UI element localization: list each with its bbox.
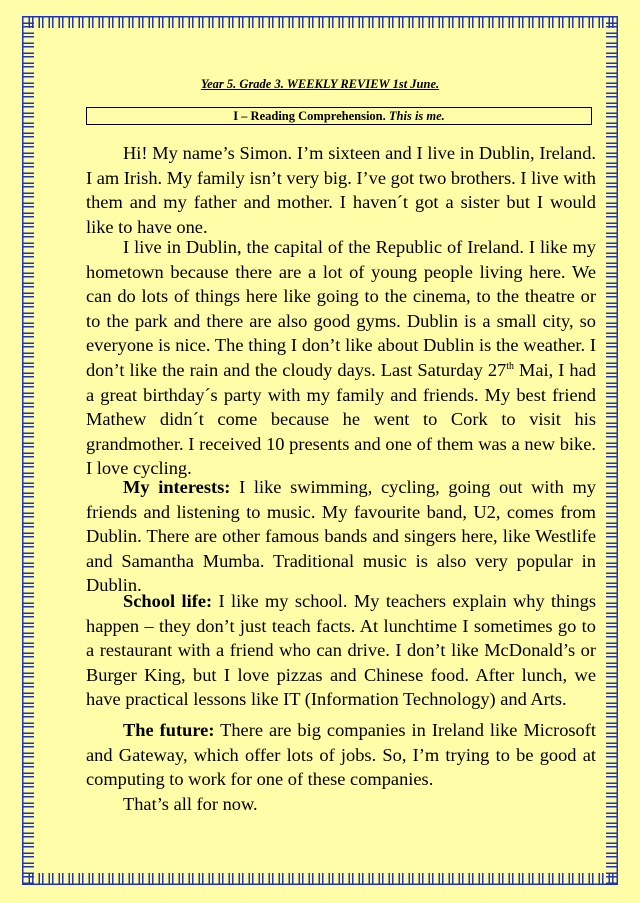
date-superscript: th (506, 360, 514, 372)
worksheet-header: Year 5. Grade 3. WEEKLY REVIEW 1st June. (200, 77, 440, 91)
paragraph-text: Hi! My name’s Simon. I’m sixteen and I live in Dublin, Ireland. I am Irish. My family isn’t very big. I’ve got two brothers. I live with them and my father and mother. I haven´t got a sister but I would like to have one. (86, 143, 596, 237)
paragraph-heading: The future: (123, 720, 215, 740)
paragraph-closing (86, 792, 596, 817)
section-title-box (86, 107, 592, 125)
decorative-border-right (606, 16, 618, 885)
paragraph-future (86, 718, 596, 792)
paragraph-hometown (86, 235, 596, 481)
section-label: I – Reading Comprehension. (233, 109, 386, 123)
paragraph-text: There are big companies in Ireland like Microsoft and Gateway, which offer lots of jobs. So, I’m trying to be good at computing to work for one of these companies. (86, 720, 596, 790)
paragraph-text: I like swimming, cycling, going out with my friends and listening to music. My favourite band, U2, comes from Dublin. There are other famous bands and singers here, like Westlife and Samantha Mumba. Traditional music is also very popular in Dublin. (86, 477, 596, 596)
decorative-border-top (22, 16, 618, 28)
paragraph-intro (86, 141, 596, 239)
paragraph-interests (86, 475, 596, 598)
paragraph-heading: My interests: (123, 477, 231, 497)
paragraph-school-life (86, 589, 596, 712)
decorative-border-bottom (22, 873, 618, 885)
paragraph-heading: School life: (123, 591, 213, 611)
paragraph-text-continued: Mai, I had a great birthday´s party with my family and friends. My best friend Mathew didn´t come because he went to Cork to visit his grandmother. I received 10 presents and one of them was a new bike. I love cycling. (86, 359, 596, 479)
decorative-border-left (22, 16, 34, 885)
section-subtitle: This is me. (388, 109, 445, 123)
paragraph-text: That’s all for now. (123, 794, 258, 814)
paragraph-text: I like my school. My teachers explain why things happen – they don’t just teach facts. At lunchtime I sometimes go to a restaurant with a friend who can drive. I don’t like McDonald’s or Burger King, but I love pizzas and Chinese food. After lunch, we have practical lessons like IT (Information Technology) and Arts. (86, 591, 596, 710)
paragraph-text: I live in Dublin, the capital of the Republic of Ireland. I like my hometown because there are a lot of young people living here. We can do lots of things here like going to the cinema, to the theatre or to the park and there are also good gyms. Dublin is a small city, so everyone is nice. The thing I don’t like about Dublin is the weather. I don’t like the rain and the cloudy days. Last Saturday 27 (86, 237, 596, 380)
